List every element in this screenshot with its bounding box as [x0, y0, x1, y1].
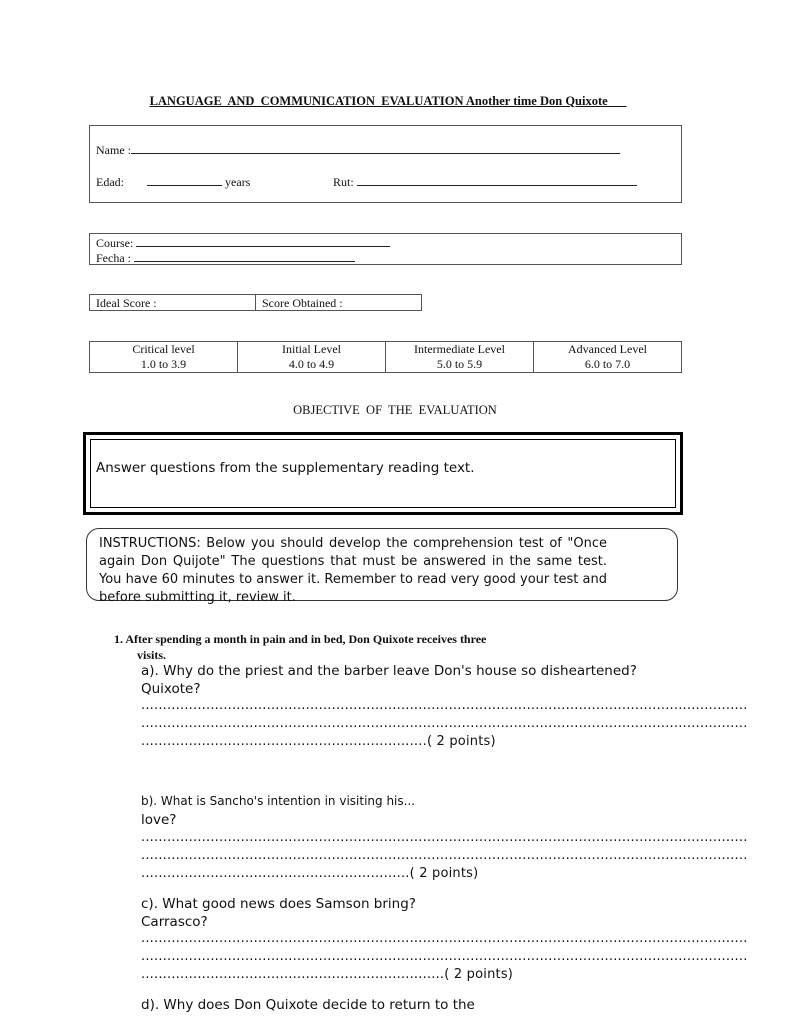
name-label: Name :: [96, 143, 131, 157]
level-range: 6.0 to 7.0: [584, 356, 631, 371]
question-c-text-continued: Carrasco?: [141, 914, 208, 930]
level-critical: [90, 342, 238, 372]
score-obtained-cell: Score Obtained :: [262, 296, 343, 310]
rut-label: Rut:: [333, 175, 354, 189]
objective-text: Answer questions from the supplementary reading text.: [96, 460, 475, 476]
level-name: Advanced Level: [568, 342, 647, 356]
answer-line-c-1[interactable]: ............................................................................................................................................: [141, 931, 748, 946]
answer-line-b-2[interactable]: ............................................................................................................................................: [141, 848, 748, 863]
level-name: Intermediate Level: [414, 342, 505, 356]
course-input-line[interactable]: [136, 234, 390, 247]
level-advanced: [534, 342, 681, 372]
objective-heading: OBJECTIVE OF THE EVALUATION: [293, 403, 497, 417]
points-label: ( 2 points): [409, 866, 479, 881]
question-b-text-continued: love?: [141, 812, 177, 828]
score-table: [89, 294, 422, 311]
answer-line-c-2[interactable]: ............................................................................................................................................: [141, 949, 748, 964]
points-label: ( 2 points): [426, 734, 496, 749]
level-range: 1.0 to 3.9: [140, 356, 187, 371]
level-name: Critical level: [132, 342, 195, 356]
date-input-line[interactable]: [134, 249, 355, 262]
rut-field[interactable]: [333, 173, 637, 190]
level-range: 5.0 to 5.9: [436, 356, 483, 371]
level-intermediate: [386, 342, 534, 372]
rut-input-line[interactable]: [357, 173, 637, 186]
age-field[interactable]: [96, 173, 250, 190]
name-input-line[interactable]: [131, 141, 620, 154]
name-field[interactable]: [96, 141, 620, 158]
question-c-text: c). What good news does Samson bring?: [141, 896, 416, 912]
age-label: Edad:: [96, 175, 124, 189]
answer-line-b-1[interactable]: ............................................................................................................................................: [141, 830, 748, 845]
date-label: Fecha :: [96, 251, 131, 265]
objective-box: [83, 432, 683, 515]
objective-inner-frame: [90, 439, 676, 508]
answer-line-a-1[interactable]: ............................................................................................................................................: [141, 698, 748, 713]
instructions-box: [86, 528, 678, 605]
question-b-text: b). What is Sancho's intention in visiting his...: [141, 794, 416, 808]
question-a-text-continued: Quixote?: [141, 681, 201, 697]
age-input-line[interactable]: [147, 173, 222, 186]
date-field[interactable]: [96, 249, 355, 266]
answer-line-a-3[interactable]: ..................................................................( 2 points): [141, 734, 496, 749]
student-info-box: [89, 125, 682, 203]
document-title: LANGUAGE AND COMMUNICATION EVALUATION Another time Don Quixote: [149, 94, 627, 108]
grading-levels-table: [89, 341, 682, 373]
answer-line-a-2[interactable]: ............................................................................................................................................: [141, 716, 748, 731]
question-d-text: d). Why does Don Quixote decide to return to the: [141, 997, 475, 1013]
course-date-box: [89, 233, 682, 265]
question-1-heading: 1. After spending a month in pain and in bed, Don Quixote receives three: [114, 632, 487, 646]
answer-line-b-3[interactable]: ..............................................................( 2 points): [141, 866, 479, 881]
question-1-heading-continued: visits.: [137, 648, 167, 662]
answer-line-c-3[interactable]: ......................................................................( 2 points): [141, 967, 514, 982]
years-label: years: [225, 175, 251, 189]
question-a-text: a). Why do the priest and the barber leave Don's house so disheartened?: [141, 663, 637, 679]
ideal-score-cell: Ideal Score :: [90, 295, 256, 310]
level-name: Initial Level: [282, 342, 341, 356]
course-label: Course:: [96, 236, 134, 250]
level-initial: [238, 342, 386, 372]
points-label: ( 2 points): [444, 967, 514, 982]
instructions-text: INSTRUCTIONS: Below you should develop the comprehension test of "Once again Don Quijote" The questions that must be answered in the same test. You have 60 minutes to answer it. Remember to read very good your test and before submitting it, review it.: [99, 536, 607, 605]
level-range: 4.0 to 4.9: [288, 356, 335, 371]
